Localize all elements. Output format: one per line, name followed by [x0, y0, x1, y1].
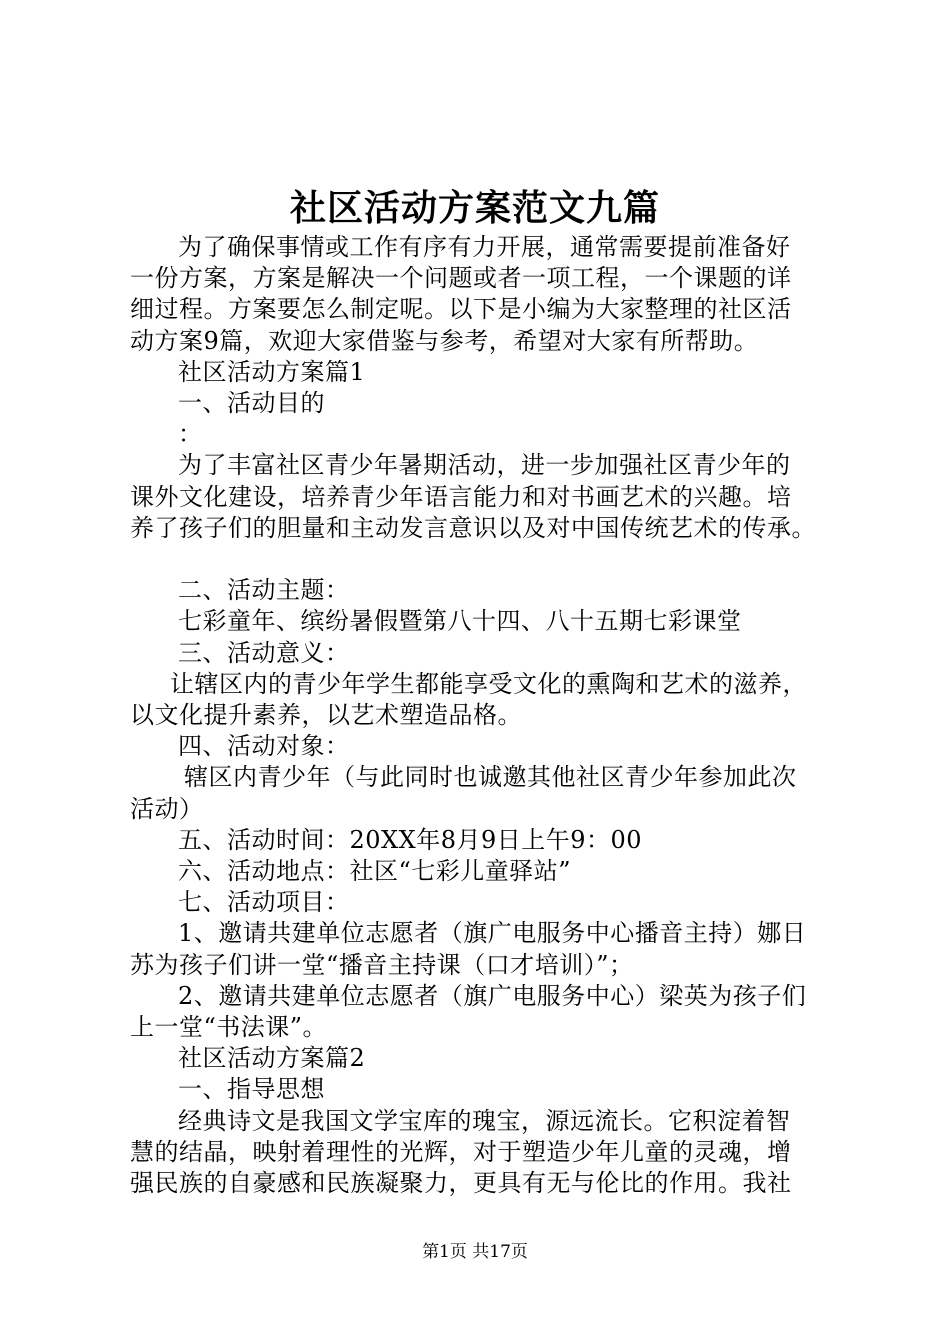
subsection-heading: 四、活动对象： [178, 732, 350, 761]
paragraph-line: 经典诗文是我国文学宝库的瑰宝，源远流长。它积淀着智 [178, 1106, 791, 1135]
section-heading: 社区活动方案篇2 [178, 1044, 366, 1073]
section-heading: 社区活动方案篇1 [178, 357, 366, 386]
list-item: 1、邀请共建单位志愿者（旗广电服务中心播音主持）娜日 [178, 919, 807, 948]
paragraph-line: 苏为孩子们讲一堂“播音主持课（口才培训）”； [130, 950, 634, 979]
paragraph-line: 为了确保事情或工作有序有力开展，通常需要提前准备好 [178, 233, 791, 261]
paragraph-line: 以文化提升素养，以艺术塑造品格。 [130, 701, 522, 730]
paragraph-line: 让辖区内的青少年学生都能享受文化的熏陶和艺术的滋养， [170, 669, 807, 698]
paragraph-line: 活动） [130, 794, 204, 823]
document-title: 社区活动方案范文九篇 [289, 187, 660, 229]
paragraph-line: 强民族的自豪感和民族凝聚力，更具有无与伦比的作用。我社 [130, 1169, 792, 1198]
subsection-heading: 一、指导思想 [178, 1075, 325, 1104]
paragraph-line: 七彩童年、缤纷暑假暨第八十四、八十五期七彩课堂 [178, 607, 742, 636]
list-item: 2、邀请共建单位志愿者（旗广电服务中心）梁英为孩子们 [178, 981, 807, 1010]
paragraph-line: 一份方案，方案是解决一个问题或者一项工程，一个课题的详 [130, 264, 792, 293]
paragraph-line: 细过程。方案要怎么制定呢。以下是小编为大家整理的社区活 [130, 295, 792, 324]
page-number-footer: 第1页 共17页 [422, 1242, 528, 1262]
paragraph-line: 养了孩子们的胆量和主动发言意识以及对中国传统艺术的传承。 [130, 513, 816, 542]
paragraph-line: 为了丰富社区青少年暑期活动，进一步加强社区青少年的 [178, 451, 791, 480]
subsection-heading: 一、活动目的 [178, 389, 325, 418]
paragraph-line: 慧的结晶，映射着理性的光辉，对于塑造少年儿童的灵魂，增 [130, 1137, 792, 1166]
subsection-heading: 五、活动时间：20XX年8月9日上午9：00 [178, 825, 643, 854]
subsection-heading: 三、活动意义： [178, 638, 350, 667]
subsection-heading: 二、活动主题： [178, 576, 350, 605]
subsection-heading: 六、活动地点：社区“七彩儿童驿站” [178, 857, 572, 886]
paragraph-line: 辖区内青少年（与此同时也诚邀其他社区青少年参加此次 [184, 763, 797, 792]
subsection-heading: 七、活动项目： [178, 888, 350, 917]
paragraph-line: 课外文化建设，培养青少年语言能力和对书画艺术的兴趣。培 [130, 482, 792, 511]
blank-line [130, 544, 830, 575]
paragraph-line: ： [178, 420, 203, 449]
paragraph-line: 动方案9篇，欢迎大家借鉴与参考，希望对大家有所帮助。 [130, 326, 759, 355]
document-body [130, 232, 830, 1199]
paragraph-line: 上一堂“书法课”。 [130, 1013, 328, 1042]
